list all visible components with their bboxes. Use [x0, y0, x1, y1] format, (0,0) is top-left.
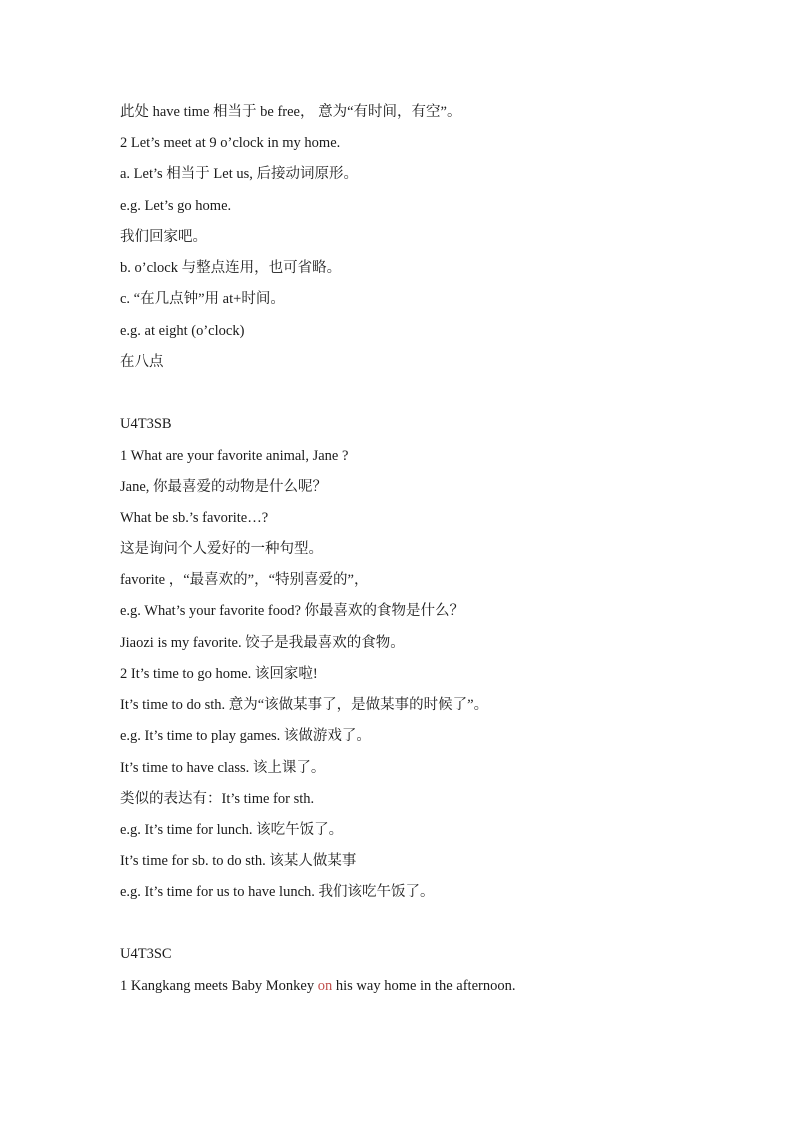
text-line: b. o’clock 与整点连用，也可省略。 — [120, 260, 342, 276]
text-line: favorite ，“最喜欢的”，“特别喜爱的”， — [120, 572, 369, 588]
text-line: What be sb.’s favorite…? — [120, 510, 269, 526]
text-line: 此处 have time 相当于 be free， 意为“有时间，有空”。 — [120, 104, 462, 120]
text-line: e.g. It’s time for lunch. 该吃午饭了。 — [120, 822, 344, 838]
text-line: e.g. Let’s go home. — [120, 198, 232, 214]
text-line: 在八点 — [120, 354, 164, 370]
text-line: e.g. It’s time to play games. 该做游戏了。 — [120, 728, 371, 744]
text-segment: his way home in the afternoon. — [332, 978, 516, 994]
text-line: 我们回家吧。 — [120, 229, 207, 245]
text-line: It’s time to have class. 该上课了。 — [120, 760, 326, 776]
text-line: e.g. What’s your favorite food? 你最喜欢的食物是什么？ — [120, 603, 465, 619]
text-line: c. “在几点钟”用 at+时间。 — [120, 291, 285, 307]
text-line: 这是询问个人爱好的一种句型。 — [120, 541, 323, 557]
text-line-last — [120, 974, 515, 998]
text-line: 2 Let’s meet at 9 o’clock in my home. — [120, 135, 341, 151]
text-line: Jiaozi is my favorite. 饺子是我最喜欢的食物。 — [120, 635, 405, 651]
text-line: Jane, 你最喜爱的动物是什么呢？ — [120, 479, 328, 495]
text-line: e.g. at eight (o’clock) — [120, 323, 245, 339]
text-line: e.g. It’s time for us to have lunch. 我们该吃午饭了。 — [120, 884, 435, 900]
text-line: It’s time to do sth. 意为“该做某事了，是做某事的时候了”。 — [120, 697, 489, 713]
text-line: It’s time for sb. to do sth. 该某人做某事 — [120, 853, 357, 869]
text-line: 1 What are your favorite animal, Jane ? — [120, 448, 349, 464]
section-heading: U4T3SB — [120, 416, 172, 432]
text-line: a. Let’s 相当于 Let us, 后接动词原形。 — [120, 166, 359, 182]
text-line: 2 It’s time to go home. 该回家啦! — [120, 666, 318, 682]
text-segment: 1 Kangkang meets Baby Monkey — [120, 978, 318, 994]
highlighted-word: on — [317, 978, 333, 994]
section-heading: U4T3SC — [120, 946, 172, 962]
text-line: 类似的表达有：It’s time for sth. — [120, 791, 315, 807]
